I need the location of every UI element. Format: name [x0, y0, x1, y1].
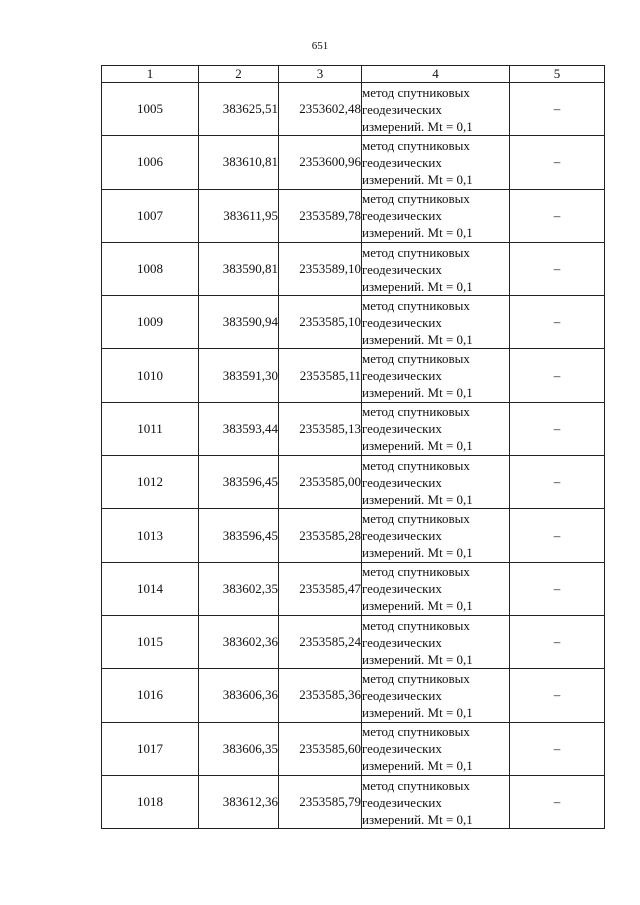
- y-coordinate-cell: 2353585,11: [279, 349, 362, 402]
- table-row: [102, 615, 605, 668]
- x-coordinate-cell: 383625,51: [199, 83, 279, 136]
- point-number-cell: 1008: [102, 242, 199, 295]
- method-cell: [362, 669, 510, 722]
- note-cell: –: [510, 402, 605, 455]
- table-row: [102, 562, 605, 615]
- table-row: [102, 456, 605, 509]
- point-number-cell: 1007: [102, 189, 199, 242]
- method-cell: [362, 456, 510, 509]
- note-cell: –: [510, 189, 605, 242]
- method-line: измерений. Mt = 0,1: [362, 758, 473, 774]
- point-number-cell: 1011: [102, 402, 199, 455]
- note-cell: –: [510, 669, 605, 722]
- table-row: [102, 349, 605, 402]
- method-line: метод спутниковых: [362, 191, 470, 207]
- table-row: [102, 189, 605, 242]
- x-coordinate-cell: 383606,35: [199, 722, 279, 775]
- method-line: геодезических: [362, 154, 442, 170]
- note-cell: –: [510, 615, 605, 668]
- y-coordinate-cell: 2353585,47: [279, 562, 362, 615]
- method-cell: [362, 722, 510, 775]
- y-coordinate-cell: 2353585,36: [279, 669, 362, 722]
- method-line: геодезических: [362, 741, 442, 757]
- point-number-cell: 1015: [102, 615, 199, 668]
- method-line: геодезических: [362, 261, 442, 277]
- method-cell: [362, 189, 510, 242]
- header-row: [102, 66, 605, 83]
- note-cell: –: [510, 242, 605, 295]
- method-line: измерений. Mt = 0,1: [362, 171, 473, 187]
- method-line: метод спутниковых: [362, 351, 470, 367]
- y-coordinate-cell: 2353589,78: [279, 189, 362, 242]
- coordinates-table: [101, 65, 605, 829]
- x-coordinate-cell: 383602,36: [199, 615, 279, 668]
- x-coordinate-cell: 383612,36: [199, 775, 279, 828]
- note-cell: –: [510, 775, 605, 828]
- method-cell: [362, 775, 510, 828]
- method-line: метод спутниковых: [362, 724, 470, 740]
- method-line: геодезических: [362, 528, 442, 544]
- method-line: измерений. Mt = 0,1: [362, 225, 473, 241]
- method-cell: [362, 242, 510, 295]
- method-cell: [362, 296, 510, 349]
- method-line: геодезических: [362, 208, 442, 224]
- method-line: измерений. Mt = 0,1: [362, 438, 473, 454]
- column-header-3: 3: [279, 66, 362, 83]
- x-coordinate-cell: 383596,45: [199, 509, 279, 562]
- method-line: измерений. Mt = 0,1: [362, 385, 473, 401]
- column-header-5: 5: [510, 66, 605, 83]
- method-line: метод спутниковых: [362, 617, 470, 633]
- method-line: метод спутниковых: [362, 137, 470, 153]
- method-line: метод спутниковых: [362, 511, 470, 527]
- x-coordinate-cell: 383610,81: [199, 136, 279, 189]
- method-line: геодезических: [362, 101, 442, 117]
- y-coordinate-cell: 2353585,28: [279, 509, 362, 562]
- method-line: геодезических: [362, 687, 442, 703]
- method-line: метод спутниковых: [362, 564, 470, 580]
- method-cell: [362, 402, 510, 455]
- x-coordinate-cell: 383590,81: [199, 242, 279, 295]
- x-coordinate-cell: 383602,35: [199, 562, 279, 615]
- y-coordinate-cell: 2353585,79: [279, 775, 362, 828]
- x-coordinate-cell: 383611,95: [199, 189, 279, 242]
- method-line: метод спутниковых: [362, 244, 470, 260]
- note-cell: –: [510, 456, 605, 509]
- x-coordinate-cell: 383596,45: [199, 456, 279, 509]
- y-coordinate-cell: 2353585,00: [279, 456, 362, 509]
- table-row: [102, 402, 605, 455]
- point-number-cell: 1005: [102, 83, 199, 136]
- method-line: метод спутниковых: [362, 777, 470, 793]
- method-line: геодезических: [362, 634, 442, 650]
- table-row: [102, 136, 605, 189]
- method-line: метод спутниковых: [362, 297, 470, 313]
- point-number-cell: 1017: [102, 722, 199, 775]
- table-header: [102, 66, 605, 83]
- note-cell: –: [510, 136, 605, 189]
- note-cell: –: [510, 83, 605, 136]
- point-number-cell: 1014: [102, 562, 199, 615]
- method-cell: [362, 83, 510, 136]
- x-coordinate-cell: 383590,94: [199, 296, 279, 349]
- method-line: метод спутниковых: [362, 457, 470, 473]
- table-row: [102, 669, 605, 722]
- point-number-cell: 1012: [102, 456, 199, 509]
- note-cell: –: [510, 296, 605, 349]
- point-number-cell: 1013: [102, 509, 199, 562]
- method-line: измерений. Mt = 0,1: [362, 704, 473, 720]
- table-row: [102, 509, 605, 562]
- note-cell: –: [510, 722, 605, 775]
- point-number-cell: 1006: [102, 136, 199, 189]
- method-line: геодезических: [362, 474, 442, 490]
- method-line: геодезических: [362, 794, 442, 810]
- method-line: геодезических: [362, 421, 442, 437]
- method-line: измерений. Mt = 0,1: [362, 491, 473, 507]
- table-body: [102, 83, 605, 829]
- point-number-cell: 1010: [102, 349, 199, 402]
- table-row: [102, 722, 605, 775]
- point-number-cell: 1018: [102, 775, 199, 828]
- method-cell: [362, 562, 510, 615]
- table-row: [102, 775, 605, 828]
- y-coordinate-cell: 2353589,10: [279, 242, 362, 295]
- method-line: геодезических: [362, 368, 442, 384]
- method-line: измерений. Mt = 0,1: [362, 118, 473, 134]
- method-line: геодезических: [362, 314, 442, 330]
- table-row: [102, 242, 605, 295]
- point-number-cell: 1016: [102, 669, 199, 722]
- note-cell: –: [510, 562, 605, 615]
- method-line: измерений. Mt = 0,1: [362, 598, 473, 614]
- method-line: измерений. Mt = 0,1: [362, 331, 473, 347]
- method-cell: [362, 615, 510, 668]
- y-coordinate-cell: 2353602,48: [279, 83, 362, 136]
- method-line: измерений. Mt = 0,1: [362, 278, 473, 294]
- point-number-cell: 1009: [102, 296, 199, 349]
- method-line: измерений. Mt = 0,1: [362, 811, 473, 827]
- x-coordinate-cell: 383593,44: [199, 402, 279, 455]
- note-cell: –: [510, 349, 605, 402]
- y-coordinate-cell: 2353585,60: [279, 722, 362, 775]
- method-line: измерений. Mt = 0,1: [362, 545, 473, 561]
- x-coordinate-cell: 383591,30: [199, 349, 279, 402]
- method-cell: [362, 349, 510, 402]
- y-coordinate-cell: 2353585,10: [279, 296, 362, 349]
- method-line: измерений. Mt = 0,1: [362, 651, 473, 667]
- method-cell: [362, 136, 510, 189]
- table-row: [102, 83, 605, 136]
- method-cell: [362, 509, 510, 562]
- column-header-1: 1: [102, 66, 199, 83]
- x-coordinate-cell: 383606,36: [199, 669, 279, 722]
- y-coordinate-cell: 2353585,24: [279, 615, 362, 668]
- method-line: метод спутниковых: [362, 670, 470, 686]
- table-row: [102, 296, 605, 349]
- y-coordinate-cell: 2353585,13: [279, 402, 362, 455]
- method-line: геодезических: [362, 581, 442, 597]
- page-number: 651: [311, 40, 329, 52]
- note-cell: –: [510, 509, 605, 562]
- method-line: метод спутниковых: [362, 404, 470, 420]
- column-header-4: 4: [362, 66, 510, 83]
- column-header-2: 2: [199, 66, 279, 83]
- method-line: метод спутниковых: [362, 84, 470, 100]
- y-coordinate-cell: 2353600,96: [279, 136, 362, 189]
